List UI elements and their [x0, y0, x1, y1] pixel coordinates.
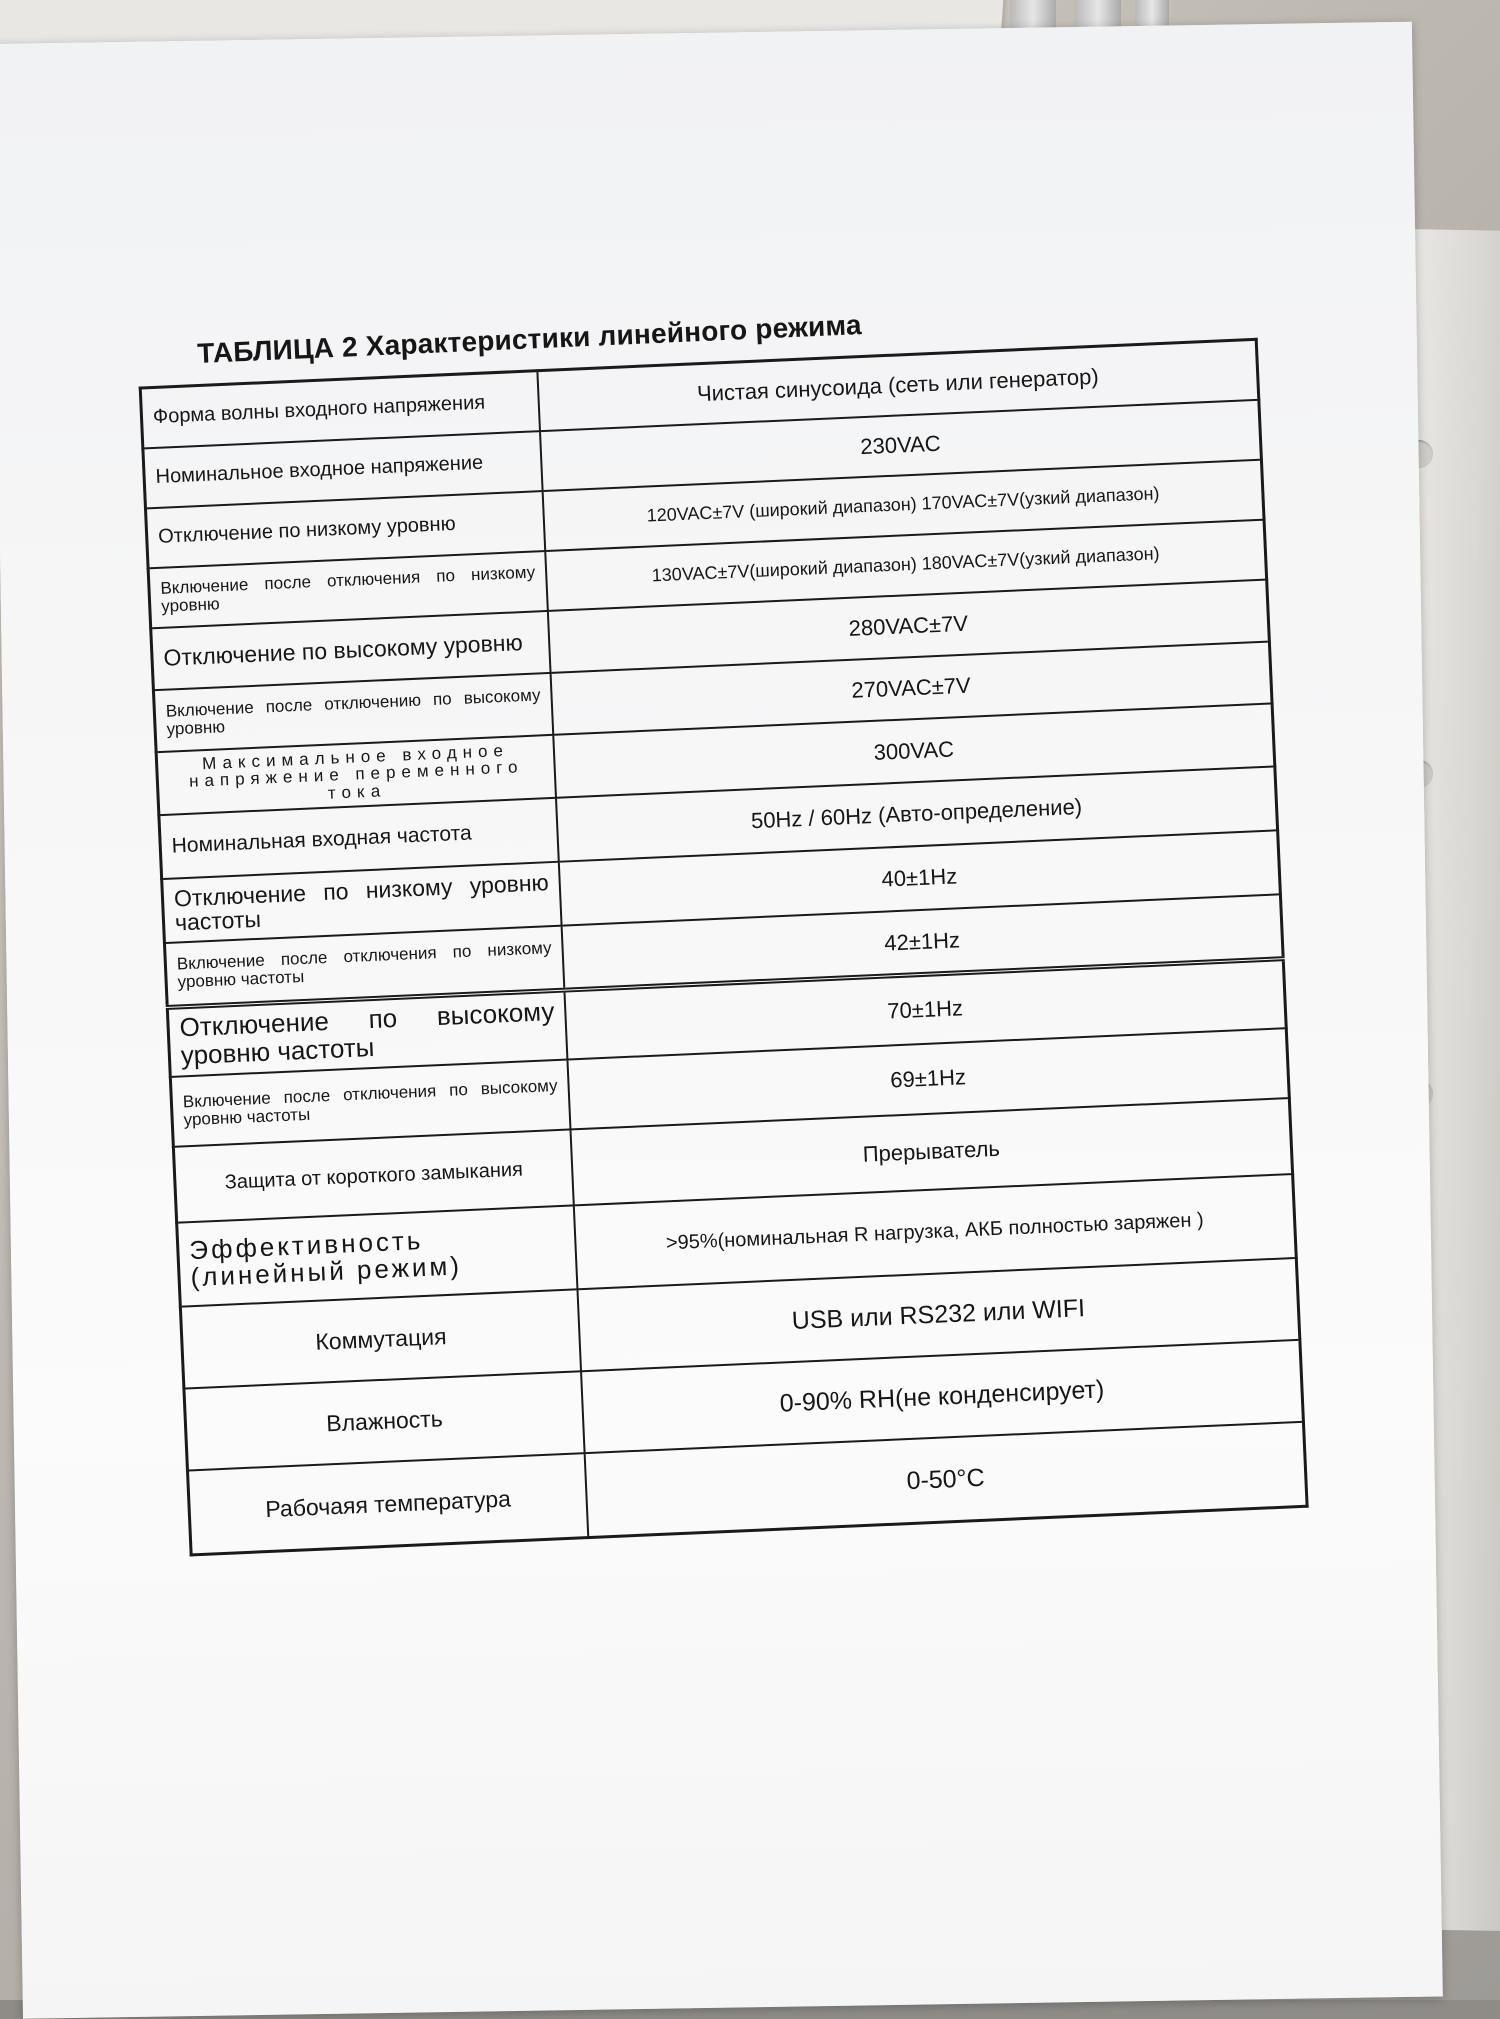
document-content	[97, 292, 1309, 1558]
value-cell: 70±1Hz	[564, 958, 1286, 1059]
value-cell: 0-50°C	[585, 1422, 1307, 1537]
value-cell: 69±1Hz	[567, 1028, 1289, 1129]
value-cell: 0-90% RH(не конденсирует)	[581, 1340, 1303, 1453]
parameter-cell: Отключение по низкому уровню частоты	[162, 862, 562, 943]
value-cell: 130VAC±7V(широкий диапазон) 180VAC±7V(узкий диапазон)	[545, 519, 1266, 610]
parameter-cell: Отключение по высокому уровню	[151, 610, 551, 689]
value-cell: 40±1Hz	[559, 830, 1281, 925]
specs-table	[139, 338, 1309, 1556]
value-cell: 42±1Hz	[562, 894, 1284, 989]
value-cell: Прерыватель	[570, 1098, 1292, 1205]
parameter-cell: Номинальная входная частота	[159, 798, 559, 879]
value-cell: >95%(номинальная R нагрузка, АКБ полностью заряжен )	[574, 1174, 1296, 1289]
parameter-cell: Отключение по низкому уровню	[145, 491, 545, 568]
value-cell: USB или RS232 или WIFI	[577, 1258, 1299, 1371]
value-cell: 270VAC±7V	[551, 641, 1273, 734]
value-cell: 230VAC	[540, 399, 1261, 490]
parameter-cell: Включение после отключения по низкому уровню	[148, 551, 548, 628]
parameter-cell: Рабочаяя температура	[187, 1453, 588, 1554]
parameter-cell: Защита от короткого замыкания	[173, 1130, 573, 1223]
parameter-cell: Эффективность (линейный режим)	[177, 1205, 578, 1306]
parameter-cell: Форма волны входного напряжения	[140, 371, 540, 448]
value-cell: 280VAC±7V	[548, 579, 1270, 672]
value-cell: Чистая синусоида (сеть или генератор)	[537, 339, 1258, 430]
paper-sheet	[0, 22, 1443, 2019]
value-cell: 50Hz / 60Hz (Авто-определение)	[556, 766, 1278, 861]
parameter-cell: Номинальное входное напряжение	[143, 431, 543, 508]
value-cell: 300VAC	[553, 703, 1275, 798]
parameter-cell: Влажность	[184, 1371, 585, 1470]
value-cell: 120VAC±7V (широкий диапазон) 170VAC±7V(узкий диапазон)	[543, 459, 1264, 550]
parameter-cell: Включение после отключению по высокому уровню	[153, 672, 553, 751]
parameter-cell: Отключение по высокому уровню частоты	[167, 990, 567, 1077]
parameter-cell: Коммутация	[180, 1289, 581, 1388]
table-title: ТАБЛИЦА 2 Характеристики линейного режима	[196, 309, 863, 370]
parameter-cell: Максимальное входное напряжение переменного тока	[156, 734, 556, 815]
parameter-cell: Включение после отключения по низкому уровню частоты	[164, 926, 564, 1007]
parameter-cell: Включение после отключения по высокому уровню частоты	[170, 1060, 570, 1147]
